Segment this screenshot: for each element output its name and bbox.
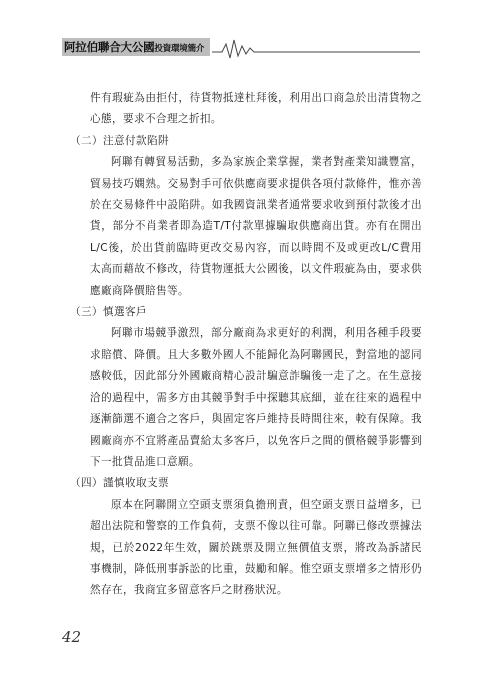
- section-3-heading: （三）慎選客戶: [70, 306, 147, 319]
- section-3-paragraph: 阿聯市場競爭激烈，部分廠商為求更好的利潤，利用各種手段要求賠償、降價。且大多數外國人不能歸化為阿聯國民，對當地的認同感較低，因此部分外國廠商精心設計騙意詐騙後一走了之。在生意接洽的過程中，需多方由其競爭對手中探聽其底細，並在往來的過程中逐漸篩選不適合之客戶，與固定客戶維持長時間往來，較有保障。我國廠商亦不宜將產品賣給太多客戶，以免客戶之間的價格競爭影響到下一批貨品進口意願。: [90, 327, 422, 468]
- header-pulse-line: [0, 0, 480, 70]
- section-2-paragraph: 阿聯有轉貿易活動，多為家族企業掌握，業者對產業知識豐富，貿易技巧嫻熟。交易對手可依供應商要求提供各項付款條件，惟亦善於在交易條件中設陷阱。如我國資訊業者通常要求收到預付款後才出貨，部分不肖業者即為造T/T付款單據騙取供應商出貨。亦有在開出L/C後，於出貨前臨時更改交易內容，而以時間不及或更改L/C費用太高而藉故不修改，待貨物運抵大公國後，以文件瑕疵為由，要求供應廠商降價賠售等。: [90, 156, 422, 297]
- section-4-paragraph: 原本在阿聯開立空頭支票須負擔刑責，但空頭支票日益增多，已超出法院和警察的工作負荷，支票不像以往可靠。阿聯已修改票據法規，已於2022年生效，關於跳票及開立無價值支票，將改為訴諸民事機制，降低刑事訴訟的比重，鼓勵和解。惟空頭支票增多之情形仍然存在，我商宜多留意客戶之財務狀況。: [90, 498, 422, 597]
- running-header: [0, 0, 480, 70]
- section-4-heading: （四）謹慎收取支票: [70, 477, 169, 490]
- section-2-heading: （二）注意付款陷阱: [70, 134, 169, 147]
- document-body: [60, 88, 422, 602]
- header-title-main: 阿拉伯聯合大公國: [64, 40, 155, 54]
- page-number: 42: [62, 628, 82, 646]
- header-title-sub: 投資環境簡介: [154, 44, 205, 54]
- paragraph-continued: 件有瑕疵為由拒付，待貨物抵達杜拜後，利用出口商急於出清貨物之心態，要求不合理之折扣。: [90, 92, 422, 126]
